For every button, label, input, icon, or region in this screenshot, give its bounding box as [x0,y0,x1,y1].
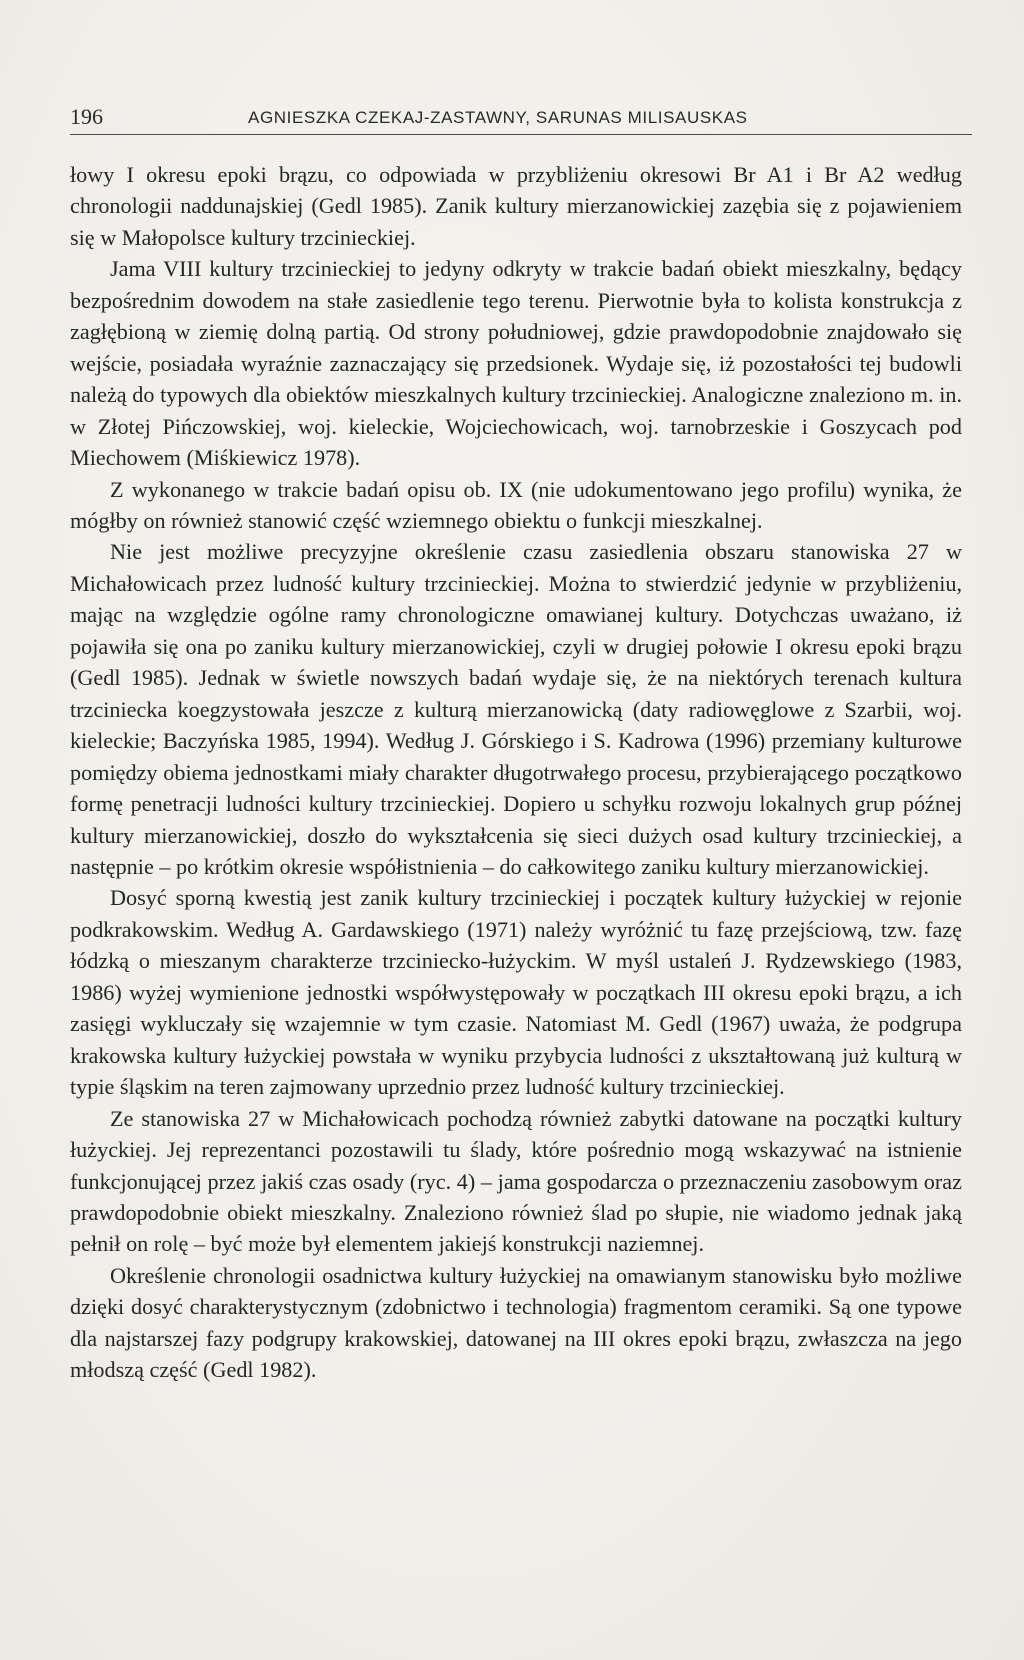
paragraph: łowy I okresu epoki brązu, co odpowiada w przybliżeniu okresowi Br A1 i Br A2 według chronologii naddunajskiej (Gedl 1985). Zanik kultury mierzanowickiej zazębia się z pojawieniem się w Małopolsce kultury trzcinieckiej. [70,162,962,250]
paragraph: Dosyć sporną kwestią jest zanik kultury trzcinieckiej i początek kultury łużyckiej w rejonie podkrakowskim. Według A. Gardawskiego (1971) należy wyróżnić tu fazę przejściową, tzw. fazę łódzką o mieszanym charakterze trzciniecko-łużyckim. W myśl ustaleń J. Rydzewskiego (1983, 1986) wyżej wymienione jednostki współwystępowały w początkach III okresu epoki brązu, a ich zasięgi wykluczały się wzajemnie w tym czasie. Natomiast M. Gedl (1967) uważa, że podgrupa krakowska kultury łużyckiej powstała w wyniku przybycia ludności z ukształtowaną już kulturą w typie śląskim na teren zajmowany uprzednio przez ludność kultury trzcinieckiej. [70,885,962,1100]
paragraph: Z wykonanego w trakcie badań opisu ob. IX (nie udokumentowano jego profilu) wynika, że mógłby on również stanowić część wziemnego obiektu o funkcji mieszkalnej. [70,476,962,533]
running-head-authors: AGNIESZKA CZEKAJ-ZASTAWNY, SARUNAS MILISAUSKAS [248,108,748,127]
body-text [70,159,962,1386]
paragraph: Określenie chronologii osadnictwa kultury łużyckiej na omawianym stanowisku było możliwe dzięki dosyć charakterystycznym (zdobnictwo i technologia) fragmentom ceramiki. Są one typowe dla najstarszej fazy podgrupy krakowskiej, datowanej na III okres epoki brązu, zwłaszcza na jego młodszą część (Gedl 1982). [70,1262,962,1383]
running-head [70,104,972,135]
paragraph: Ze stanowiska 27 w Michałowicach pochodzą również zabytki datowane na początki kultury łużyckiej. Jej reprezentanci pozostawili tu ślady, które pośrednio mogą wskazywać na istnienie funkcjonującej przez jakiś czas osady (ryc. 4) – jama gospodarcza o przeznaczeniu zasobowym oraz prawdopodobnie obiekt mieszkalny. Znaleziono również ślad po słupie, nie wiadomo jednak jaką pełnił on rolę – być może był elementem jakiejś konstrukcji naziemnej. [70,1105,962,1257]
paragraph: Jama VIII kultury trzcinieckiej to jedyny odkryty w trakcie badań obiekt mieszkalny, będący bezpośrednim dowodem na stałe zasiedlenie tego terenu. Pierwotnie była to kolista konstrukcja z zagłębioną w ziemię dolną partią. Od strony południowej, gdzie prawdopodobnie znajdowało się wejście, posiadała wyraźnie zaznaczający się przedsionek. Wydaje się, iż pozostałości tej budowli należą do typowych dla obiektów mieszkalnych kultury trzcinieckiej. Analogiczne znaleziono m. in. w Złotej Pińczowskiej, woj. kieleckie, Wojciechowicach, woj. tarnobrzeskie i Goszycach pod Miechowem (Miśkiewicz 1978). [70,256,962,471]
page-number: 196 [70,104,103,129]
paragraph: Nie jest możliwe precyzyjne określenie czasu zasiedlenia obszaru stanowiska 27 w Michałowicach przez ludność kultury trzcinieckiej. Można to stwierdzić jedynie w przybliżeniu, mając na względzie ogólne ramy chronologiczne omawianej kultury. Dotychczas uważano, iż pojawiła się ona po zaniku kultury mierzanowickiej, czyli w drugiej połowie I okresu epoki brązu (Gedl 1985). Jednak w świetle nowszych badań wydaje się, że na niektórych terenach kultura trzciniecka koegzystowała jeszcze z kulturą mierzanowicką (daty radiowęglowe z Szarbii, woj. kieleckie; Baczyńska 1985, 1994). Według J. Górskiego i S. Kadrowa (1996) przemiany kulturowe pomiędzy obiema jednostkami miały charakter długotrwałego procesu, przybierającego początkowo formę penetracji ludności kultury trzcinieckiej. Dopiero u schyłku rozwoju lokalnych grup późnej kultury mierzanowickiej, doszło do wykształcenia się sieci dużych osad kultury trzcinieckiej, a następnie – po krótkim okresie współistnienia – do całkowitego zaniku kultury mierzanowickiej. [70,539,962,879]
